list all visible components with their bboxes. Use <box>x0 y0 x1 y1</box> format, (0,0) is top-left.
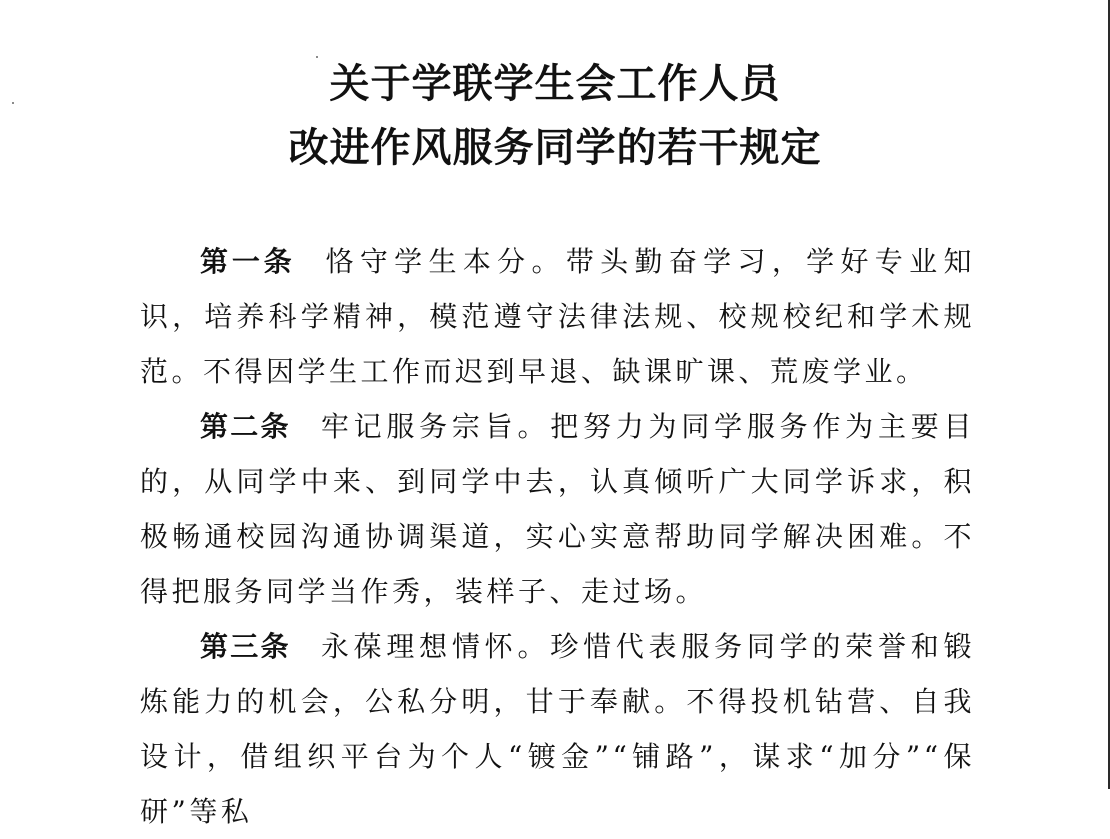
scan-speck <box>316 56 318 58</box>
article-text: 牢记服务宗旨。把努力为同学服务作为主要目的，从同学中来、到同学中去，认真倾听广大同学诉求，积极畅通校园沟通协调渠道，实心实意帮助同学解决困难。不得把服务同学当作秀，装样子、走过场。 <box>140 410 975 608</box>
article-2 <box>140 399 975 619</box>
article-text: 永葆理想情怀。珍惜代表服务同学的荣誉和锻炼能力的机会，公私分明，甘于奉献。不得投机钻营、自我设计，借组织平台为个人“镀金”“铺路”，谋求“加分”“保研”等私 <box>140 630 975 828</box>
article-heading: 第一条 <box>200 245 296 278</box>
article-1 <box>140 234 975 399</box>
article-heading: 第二条 <box>200 410 291 443</box>
document-title-line2: 改进作风服务同学的若干规定 <box>288 124 822 171</box>
article-heading: 第三条 <box>200 630 291 663</box>
document-title-line1: 关于学联学生会工作人员 <box>329 60 781 107</box>
document-body <box>140 234 975 839</box>
article-text: 恪守学生本分。带头勤奋学习，学好专业知识，培养科学精神，模范遵守法律法规、校规校纪和学术规范。不得因学生工作而迟到早退、缺课旷课、荒废学业。 <box>140 245 975 388</box>
article-3 <box>140 619 975 839</box>
